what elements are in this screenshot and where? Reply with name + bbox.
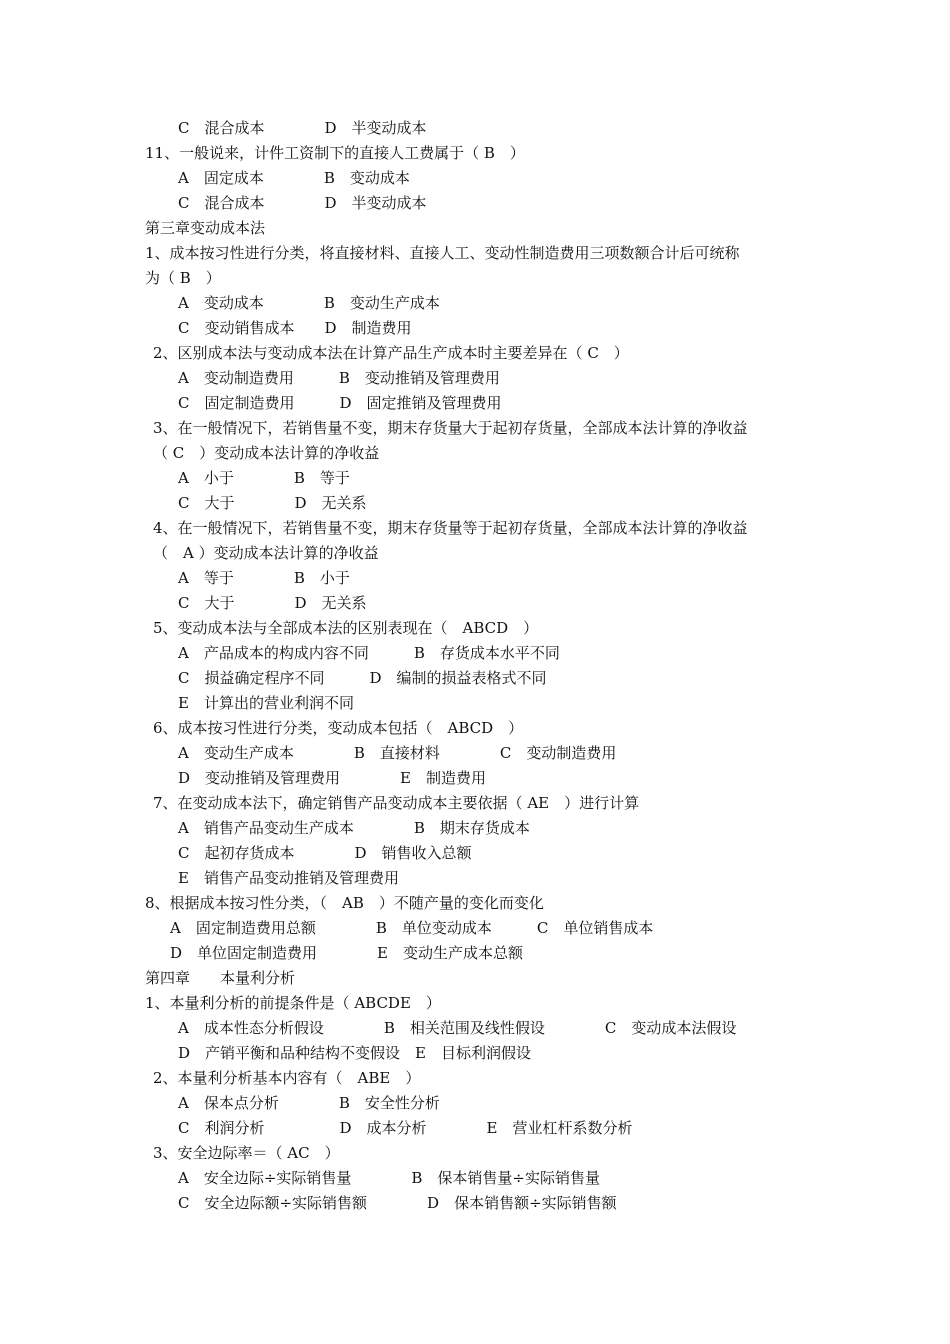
text-line: A 等于 B 小于 bbox=[178, 569, 350, 587]
text-line: E 计算出的营业利润不同 bbox=[178, 694, 354, 712]
question-line: 4、在一般情况下，若销售量不变，期末存货量等于起初存货量，全部成本法计算的净收益 bbox=[153, 519, 748, 537]
text-line: A 固定成本 B 变动成本 bbox=[178, 169, 410, 187]
question-line: 7、在变动成本法下，确定销售产品变动成本主要依据（ AE ）进行计算 bbox=[153, 794, 640, 812]
question-line: 11、一般说来，计件工资制下的直接人工费属于（ B ） bbox=[145, 144, 525, 162]
question-line: 3、安全边际率＝（ AC ） bbox=[153, 1144, 340, 1162]
question-line: 6、成本按习性进行分类，变动成本包括（ ABCD ） bbox=[153, 719, 524, 737]
text-line: C 利润分析 D 成本分析 E 营业杠杆系数分析 bbox=[178, 1119, 633, 1137]
text-line: D 产销平衡和品种结构不变假设 E 目标利润假设 bbox=[178, 1044, 531, 1062]
text-line: A 产品成本的构成内容不同 B 存货成本水平不同 bbox=[178, 644, 560, 662]
text-line: C 固定制造费用 D 固定推销及管理费用 bbox=[178, 394, 502, 412]
text-line: A 成本性态分析假设 B 相关范围及线性假设 C 变动成本法假设 bbox=[178, 1019, 737, 1037]
text-line: D 变动推销及管理费用 E 制造费用 bbox=[178, 769, 486, 787]
question-line: 2、本量利分析基本内容有（ ABE ） bbox=[153, 1069, 421, 1087]
text-line: A 变动成本 B 变动生产成本 bbox=[178, 294, 440, 312]
question-line: 1、成本按习性进行分类，将直接材料、直接人工、变动性制造费用三项数额合计后可统称 bbox=[145, 244, 740, 262]
text-line: C 损益确定程序不同 D 编制的损益表格式不同 bbox=[178, 669, 547, 687]
question-line: 3、在一般情况下，若销售量不变，期末存货量大于起初存货量，全部成本法计算的净收益 bbox=[153, 419, 748, 437]
question-line: 为（ B ） bbox=[145, 269, 221, 287]
question-line: 8、根据成本按习性分类，（ AB ）不随产量的变化而变化 bbox=[145, 894, 544, 912]
text-line: A 保本点分析 B 安全性分析 bbox=[178, 1094, 440, 1112]
text-line: C 大于 D 无关系 bbox=[178, 494, 367, 512]
question-line: 5、变动成本法与全部成本法的区别表现在（ ABCD ） bbox=[153, 619, 539, 637]
question-line: （ A ）变动成本法计算的净收益 bbox=[153, 544, 379, 562]
text-line: A 变动制造费用 B 变动推销及管理费用 bbox=[178, 369, 500, 387]
chapter-heading: 第三章变动成本法 bbox=[145, 219, 266, 237]
text-line: A 变动生产成本 B 直接材料 C 变动制造费用 bbox=[178, 744, 617, 762]
chapter-heading: 第四章 本量利分析 bbox=[145, 969, 296, 987]
text-line: C 安全边际额÷实际销售额 D 保本销售额÷实际销售额 bbox=[178, 1194, 617, 1212]
text-line: C 大于 D 无关系 bbox=[178, 594, 367, 612]
question-line: 2、区别成本法与变动成本法在计算产品生产成本时主要差异在（ C ） bbox=[153, 344, 629, 362]
question-line: （ C ）变动成本法计算的净收益 bbox=[153, 444, 380, 462]
text-line: C 混合成本 D 半变动成本 bbox=[178, 119, 427, 137]
text-line: A 销售产品变动生产成本 B 期末存货成本 bbox=[178, 819, 530, 837]
text-line: E 销售产品变动推销及管理费用 bbox=[178, 869, 399, 887]
text-line: A 小于 B 等于 bbox=[178, 469, 350, 487]
text-line: D 单位固定制造费用 E 变动生产成本总额 bbox=[170, 944, 523, 962]
text-line: A 安全边际÷实际销售量 B 保本销售量÷实际销售量 bbox=[178, 1169, 600, 1187]
text-line: C 起初存货成本 D 销售收入总额 bbox=[178, 844, 472, 862]
text-line: A 固定制造费用总额 B 单位变动成本 C 单位销售成本 bbox=[170, 919, 654, 937]
text-line: C 变动销售成本 D 制造费用 bbox=[178, 319, 412, 337]
question-line: 1、本量利分析的前提条件是（ ABCDE ） bbox=[145, 994, 441, 1012]
text-line: C 混合成本 D 半变动成本 bbox=[178, 194, 427, 212]
